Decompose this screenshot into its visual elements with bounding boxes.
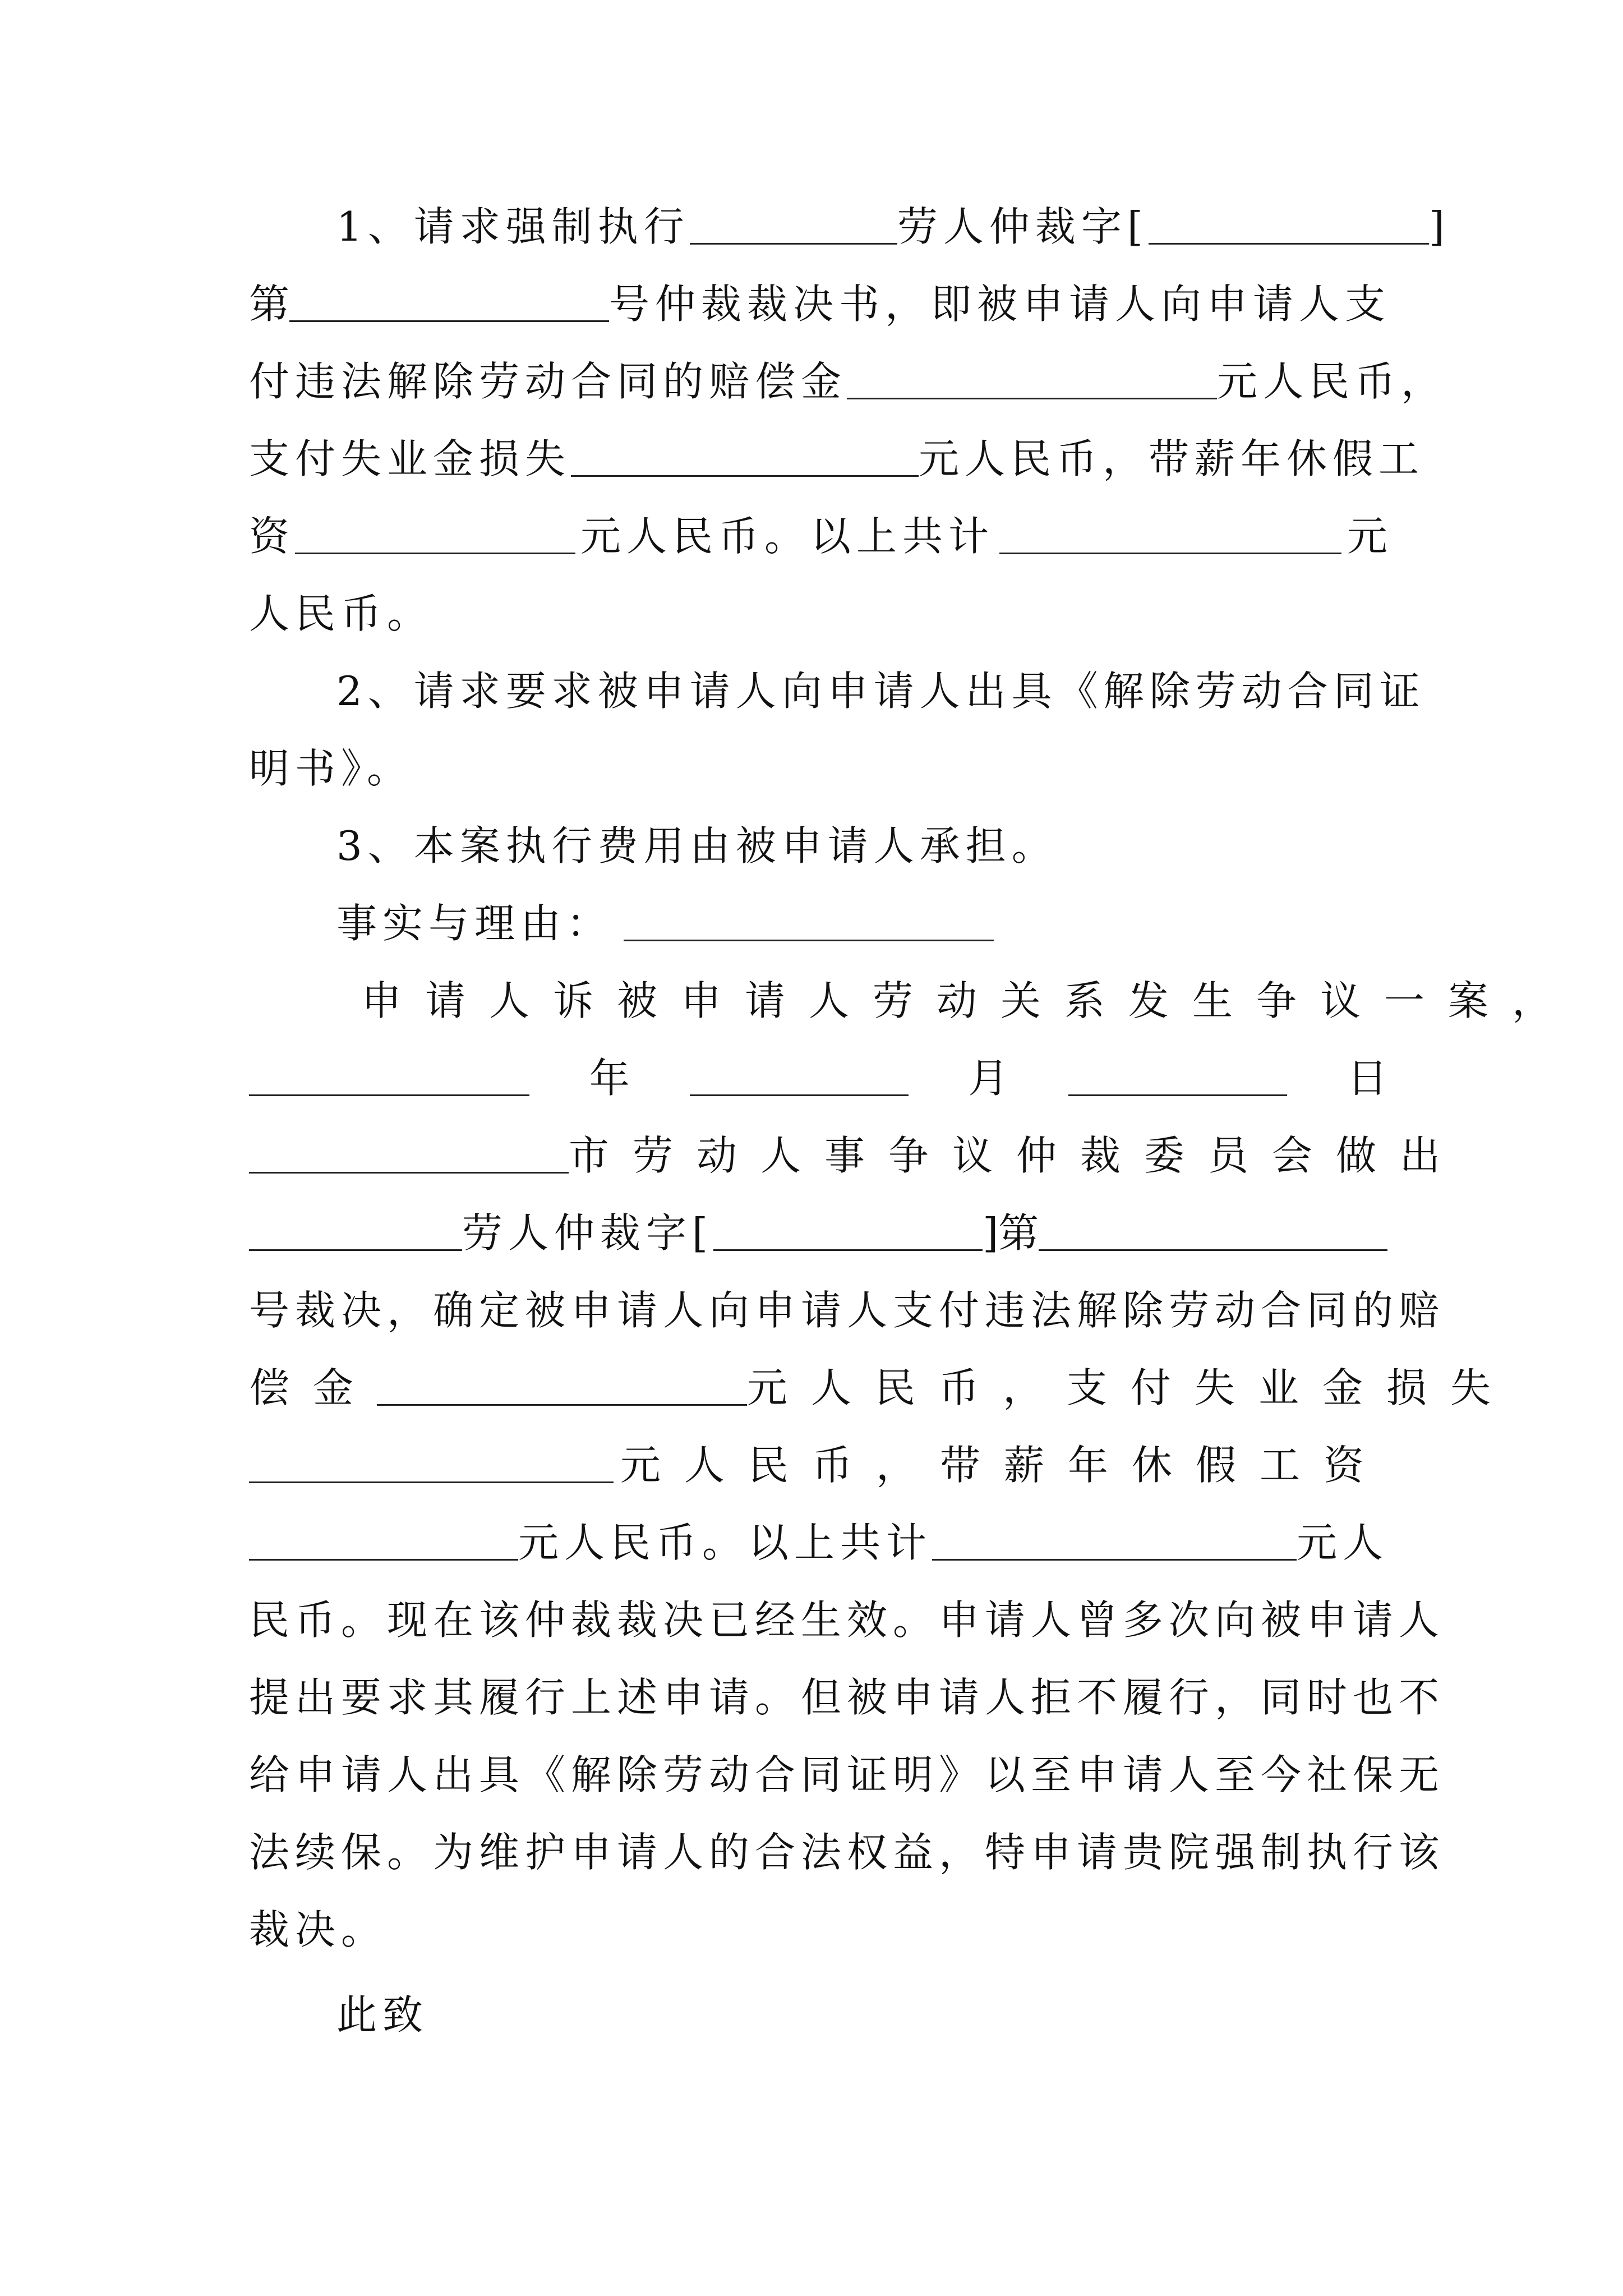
arb-year-blank[interactable] [1149,243,1429,245]
di-text: 第 [249,280,290,328]
arb-year-blank-2[interactable] [713,1249,983,1251]
yuan-text: 元 [1347,513,1387,560]
item3-text: 3、本案执行费用由被申请人承担。 [336,822,1058,869]
bracket-close-text: ] [1428,203,1445,250]
city-blank[interactable] [249,1172,569,1174]
date-line [249,1037,1387,1102]
effect-line [249,1579,1445,1644]
unemployment-line [249,1424,1387,1489]
facts-blank[interactable] [624,940,994,941]
facts-end-line [249,1888,1387,1953]
compensation-prefix-text: 偿金 [249,1364,377,1411]
unemployment-text: 支付失业金损失 [249,435,571,482]
arb-number-text: 劳人仲裁字[ [462,1209,714,1257]
rmb-comma-text: 元人民币， [1217,358,1447,405]
award-decision-text: 号裁决，确定被申请人向申请人支付违法解除劳动合同的赔 [249,1287,1445,1334]
facts-intro-line [361,959,1576,1024]
compensation-text: 付违法解除劳动合同的赔偿金 [249,358,847,405]
facts-label: 事实与理由： [336,900,613,947]
facts-unemployment-blank[interactable] [249,1481,614,1483]
arb-number-close-text: ]第 [983,1209,1039,1257]
zi-text: 资 [249,513,290,560]
facts-total-blank[interactable] [932,1559,1297,1561]
item1-line4 [249,417,1425,482]
arb-serial-blank[interactable] [1039,1249,1387,1251]
month-blank[interactable] [690,1094,909,1096]
compensation-line [249,1346,1515,1411]
closing-text: 此致 [336,1991,429,2039]
rmb-total-text: 元人民币。以上共计 [580,513,994,560]
compensation-suffix-text: 元人民币，支付失业金损失 [747,1364,1515,1411]
leave-suffix-text: 元人民币。以上共计 [518,1519,933,1566]
facts-end-text: 裁决。 [249,1906,388,1953]
certificate-text: 给申请人出具《解除劳动合同证明》以至申请人至今社保无 [249,1751,1445,1798]
day-text: 日 [1347,1055,1387,1102]
refuse-line [249,1656,1445,1721]
item1-line3 [249,340,1447,405]
facts-leave-blank[interactable] [249,1559,518,1561]
year-text: 年 [589,1055,630,1102]
refuse-text: 提出要求其履行上述申请。但被申请人拒不履行，同时也不 [249,1674,1445,1721]
total-amount-blank[interactable] [999,553,1341,554]
facts-intro-text: 申请人诉被申请人劳动关系发生争议一案， [361,977,1576,1024]
award-text: 号仲裁裁决书，即被申请人向申请人支 [609,280,1391,328]
month-text: 月 [968,1055,1009,1102]
item1-line2 [249,263,1391,328]
item1-line5 [249,495,1387,560]
item2-line2 [249,727,1387,792]
item1-line6 [249,572,1387,637]
item1-end-text: 人民币。 [249,590,434,637]
item2-text-2: 明书》。 [249,745,413,792]
award-line [249,1269,1445,1334]
item1-line1 [336,185,1445,250]
day-blank[interactable] [1068,1094,1287,1096]
item3-line1 [336,804,1387,869]
committee-line [249,1114,1464,1179]
item1-number-label: 1、请求强制执行 [336,203,690,250]
arb-number-line [249,1191,1387,1257]
item2-text-1: 2、请求要求被申请人向申请人出具《解除劳动合同证 [336,668,1426,715]
closing-line [336,1973,1387,2039]
unemployment-amount-blank[interactable] [571,475,919,477]
arb-prefix-text: 劳人仲裁字[ [897,203,1149,250]
year-blank[interactable] [249,1094,529,1096]
effect-text: 民币。现在该仲裁裁决已经生效。申请人曾多次向被申请人 [249,1596,1445,1644]
arb-prefix-blank[interactable] [249,1249,462,1251]
rmb-leave-text: 元人民币，带薪年休假工 [919,435,1425,482]
unemployment-suffix-text: 元人民币，带薪年休假工资 [620,1442,1387,1489]
facts-label-line [336,882,1387,947]
award-number-blank[interactable] [289,320,609,322]
committee-text: 市劳动人事争议仲裁委员会做出 [569,1132,1464,1179]
facts-compensation-blank[interactable] [377,1404,747,1406]
certificate-line [249,1733,1445,1798]
purpose-text: 法续保。为维护申请人的合法权益，特申请贵院强制执行该 [249,1829,1445,1876]
execute-party-blank[interactable] [690,243,897,245]
leave-pay-amount-blank[interactable] [295,553,575,554]
purpose-line [249,1811,1445,1876]
item2-line1 [336,650,1426,715]
compensation-amount-blank[interactable] [847,398,1217,399]
leave-line [249,1501,1389,1566]
total-suffix-text: 元人 [1297,1519,1389,1566]
